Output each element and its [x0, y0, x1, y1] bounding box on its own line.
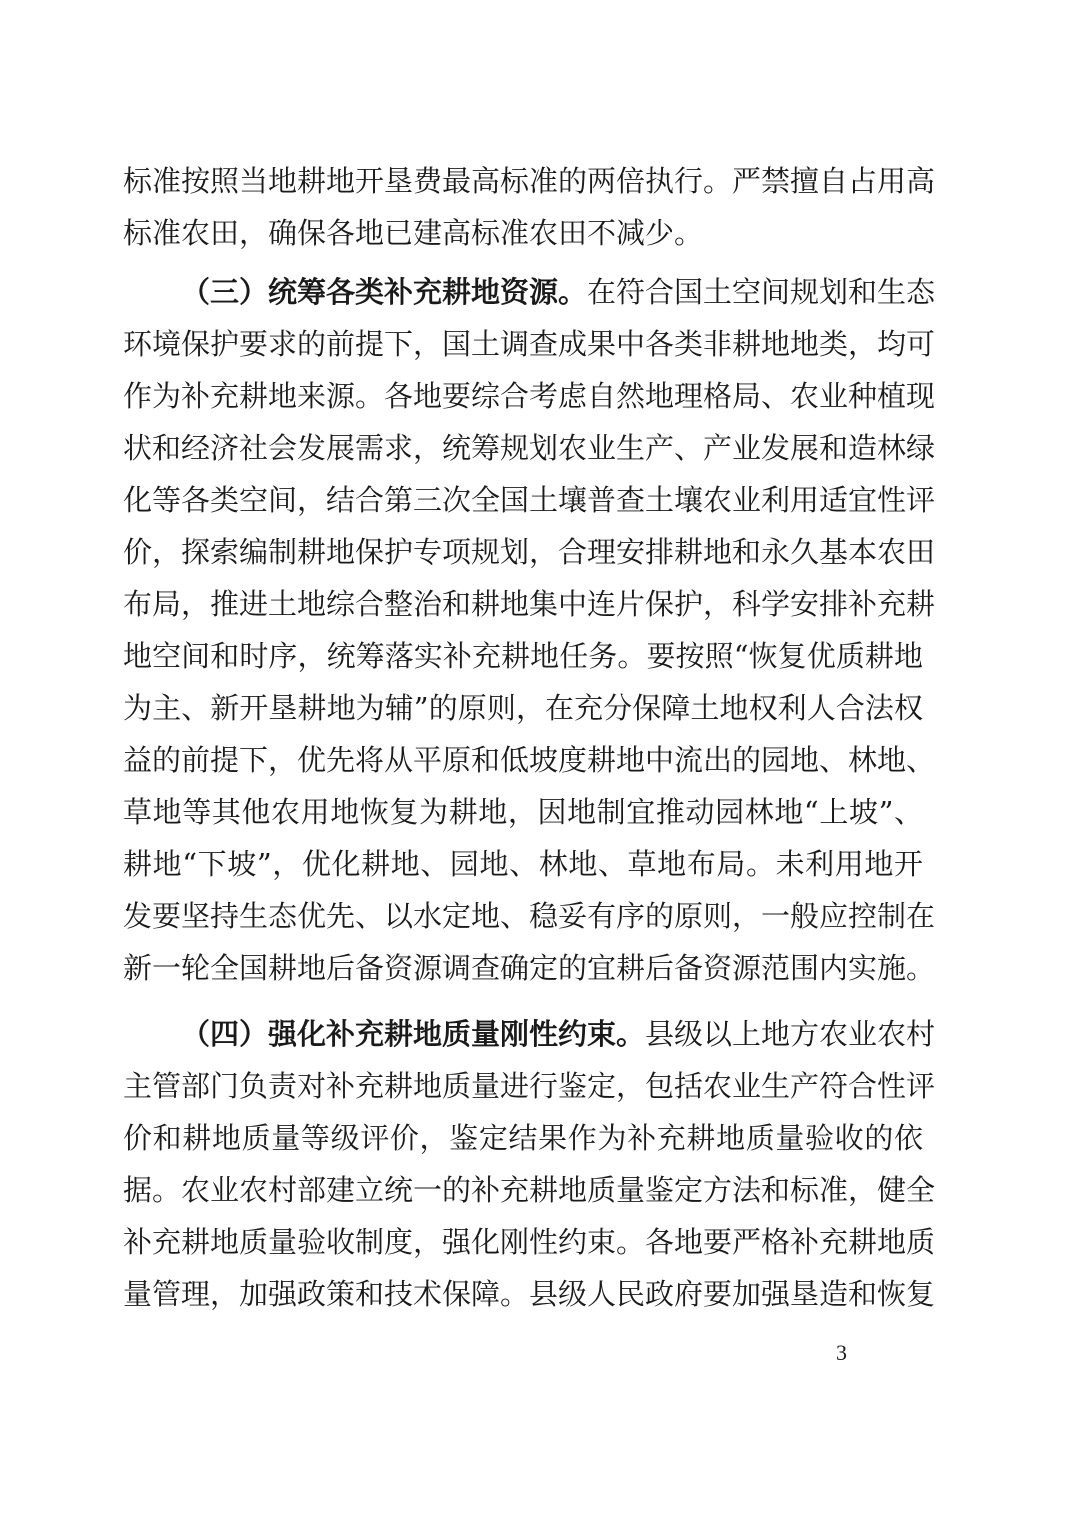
text-line: 草地等其他农用地恢复为耕地，因地制宜推动园林地“上坡”、 [123, 795, 923, 829]
page-number: 3 [836, 1340, 847, 1365]
text-line: 发要坚持生态优先、以水定地、稳妥有序的原则，一般应控制在 [123, 899, 936, 933]
section-heading: （四）强化补充耕地质量刚性约束。 [181, 1017, 646, 1051]
text-line: 地空间和时序，统筹落实补充耕地任务。要按照“恢复优质耕地 [123, 639, 923, 673]
text-line: 状和经济社会发展需求，统筹规划农业生产、产业发展和造林绿 [123, 431, 936, 465]
text-line: 作为补充耕地来源。各地要综合考虑自然地理格局、农业种植现 [123, 379, 936, 413]
text-line: 标准按照当地耕地开垦费最高标准的两倍执行。严禁擅自占用高 [123, 164, 936, 198]
paragraph-section-4 [123, 1008, 936, 1320]
section-heading: （三）统筹各类补充耕地资源。 [181, 275, 588, 309]
text-line: 益的前提下，优先将从平原和低坡度耕地中流出的园地、林地、 [123, 743, 936, 777]
text-line: 为主、新开垦耕地为辅”的原则，在充分保障土地权利人合法权 [123, 691, 923, 725]
paragraph-continuation [123, 155, 936, 259]
text-line: 布局，推进土地综合整治和耕地集中连片保护，科学安排补充耕 [123, 587, 936, 621]
text-line: 量管理，加强政策和技术保障。县级人民政府要加强垦造和恢复 [123, 1277, 936, 1311]
text-line: 标准农田，确保各地已建高标准农田不减少。 [123, 216, 704, 250]
text-line: 补充耕地质量验收制度，强化刚性约束。各地要严格补充耕地质 [123, 1225, 936, 1259]
text-line: 价，探索编制耕地保护专项规划，合理安排耕地和永久基本农田 [123, 535, 936, 569]
text-run: 县级以上地方农业农村 [645, 1017, 936, 1051]
text-run: 在符合国土空间规划和生态 [587, 275, 936, 309]
text-line: 化等各类空间，结合第三次全国土壤普查土壤农业利用适宜性评 [123, 483, 936, 517]
paragraph-section-3 [123, 266, 936, 994]
text-line: 耕地“下坡”，优化耕地、园地、林地、草地布局。未利用地开 [123, 847, 923, 881]
paragraph-first-line [123, 1008, 936, 1060]
text-line: 新一轮全国耕地后备资源调查确定的宜耕后备资源范围内实施。 [123, 951, 936, 985]
text-line: 主管部门负责对补充耕地质量进行鉴定，包括农业生产符合性评 [123, 1069, 936, 1103]
paragraph-first-line [123, 266, 936, 318]
text-line: 环境保护要求的前提下，国土调查成果中各类非耕地地类，均可 [123, 327, 936, 361]
text-line: 价和耕地质量等级评价，鉴定结果作为补充耕地质量验收的依 [123, 1121, 923, 1155]
text-line: 据。农业农村部建立统一的补充耕地质量鉴定方法和标准，健全 [123, 1173, 936, 1207]
